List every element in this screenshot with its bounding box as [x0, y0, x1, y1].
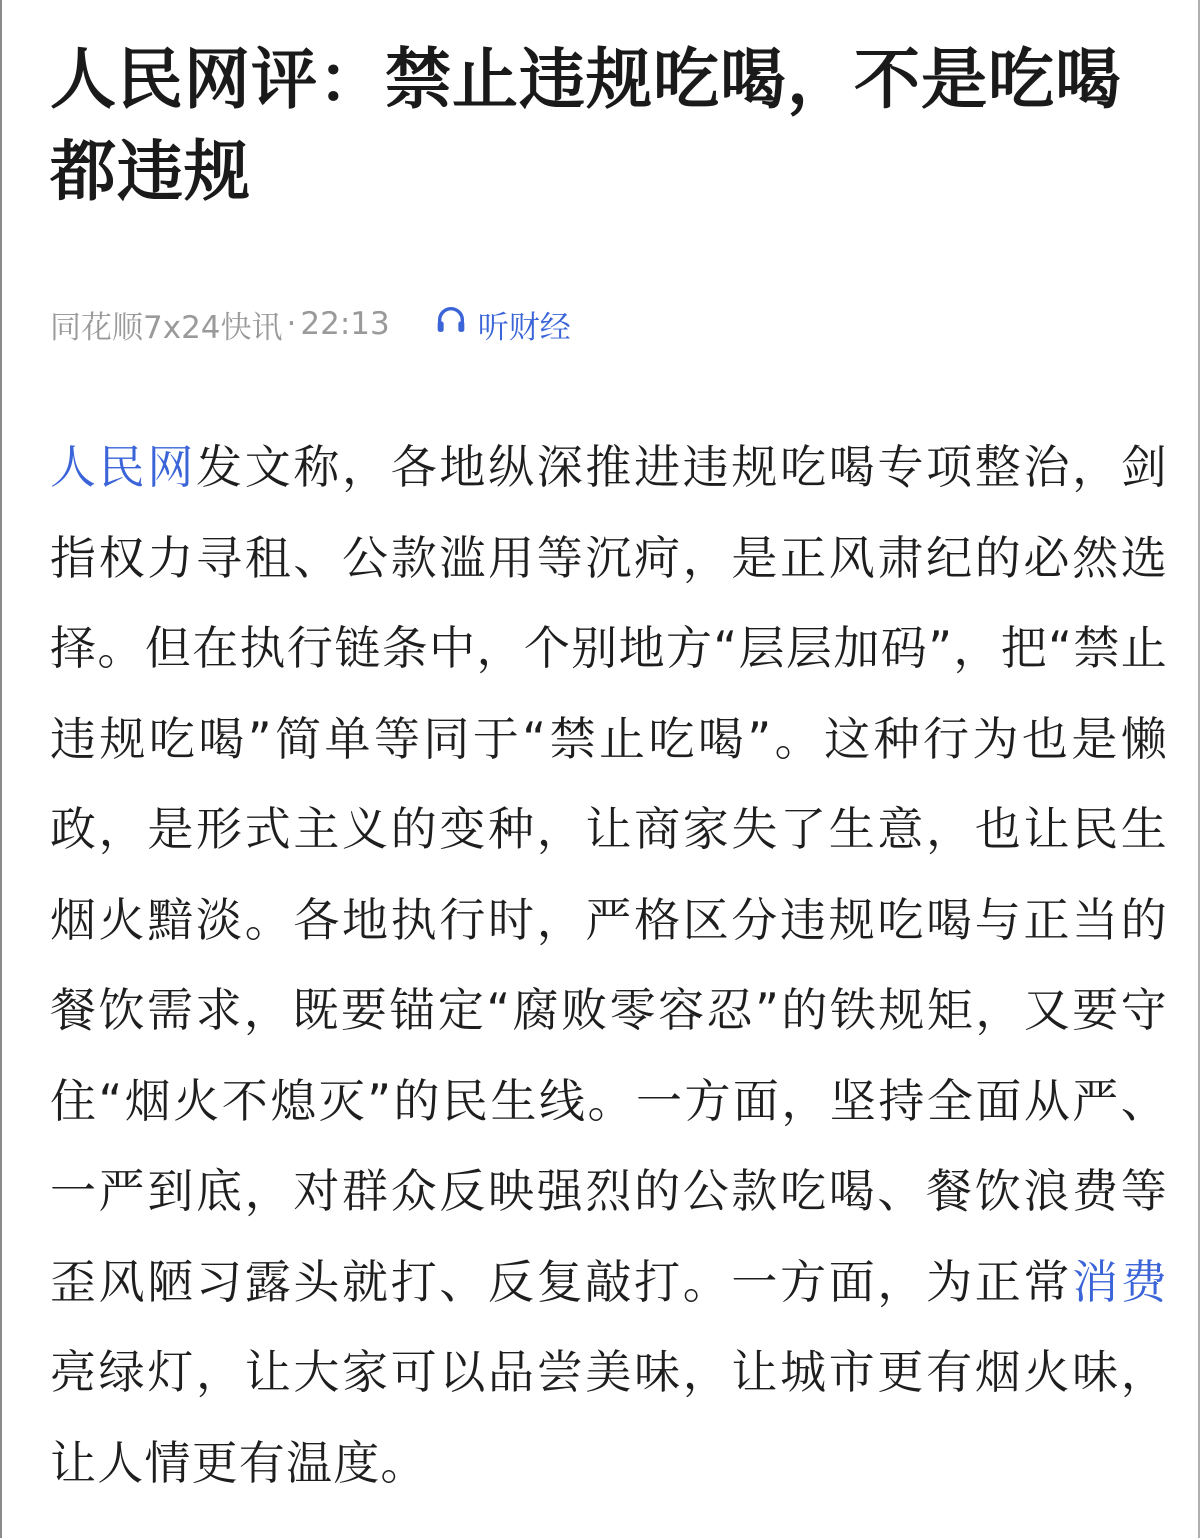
article: [50, 34, 1168, 1508]
listen-button[interactable]: [434, 302, 571, 347]
meta-separator: ·: [286, 306, 297, 342]
source-label: 同花顺7x24快讯: [50, 309, 283, 346]
headphones-icon: [434, 303, 478, 345]
body-text-part1: 发文称，各地纵深推进违规吃喝专项整治，剑指权力寻租、公款滥用等沉疴，是正风肃纪的必然选择。但在执行链条中，个别地方“层层加码”，把“禁止违规吃喝”简单等同于“禁止吃喝”。这种行为也是懒政，是形式主义的变种，让商家失了生意，也让民生烟火黯淡。各地执行时，严格区分违规吃喝与正当的餐饮需求，既要锚定“腐败零容忍”的铁规矩，又要守住“烟火不熄灭”的民生线。一方面，坚持全面从严、一严到底，对群众反映强烈的公款吃喝、餐饮浪费等歪风陋习露头就打、反复敲打。一方面，为正常: [50, 440, 1169, 1309]
article-meta: [50, 304, 1168, 344]
keyword-link-consumption[interactable]: 消费: [1072, 1254, 1168, 1309]
article-title: 人民网评：禁止违规吃喝，不是吃喝都违规: [50, 41, 1122, 210]
body-text-part2: 亮绿灯，让大家可以品尝美味，让城市更有烟火味，让人情更有温度。: [50, 1345, 1168, 1490]
source-link[interactable]: 人民网: [50, 440, 197, 494]
window-left-edge: [0, 0, 2, 1538]
article-body: [50, 422, 1168, 1508]
listen-label: 听财经: [477, 309, 571, 346]
publish-time: 22:13: [300, 306, 390, 342]
